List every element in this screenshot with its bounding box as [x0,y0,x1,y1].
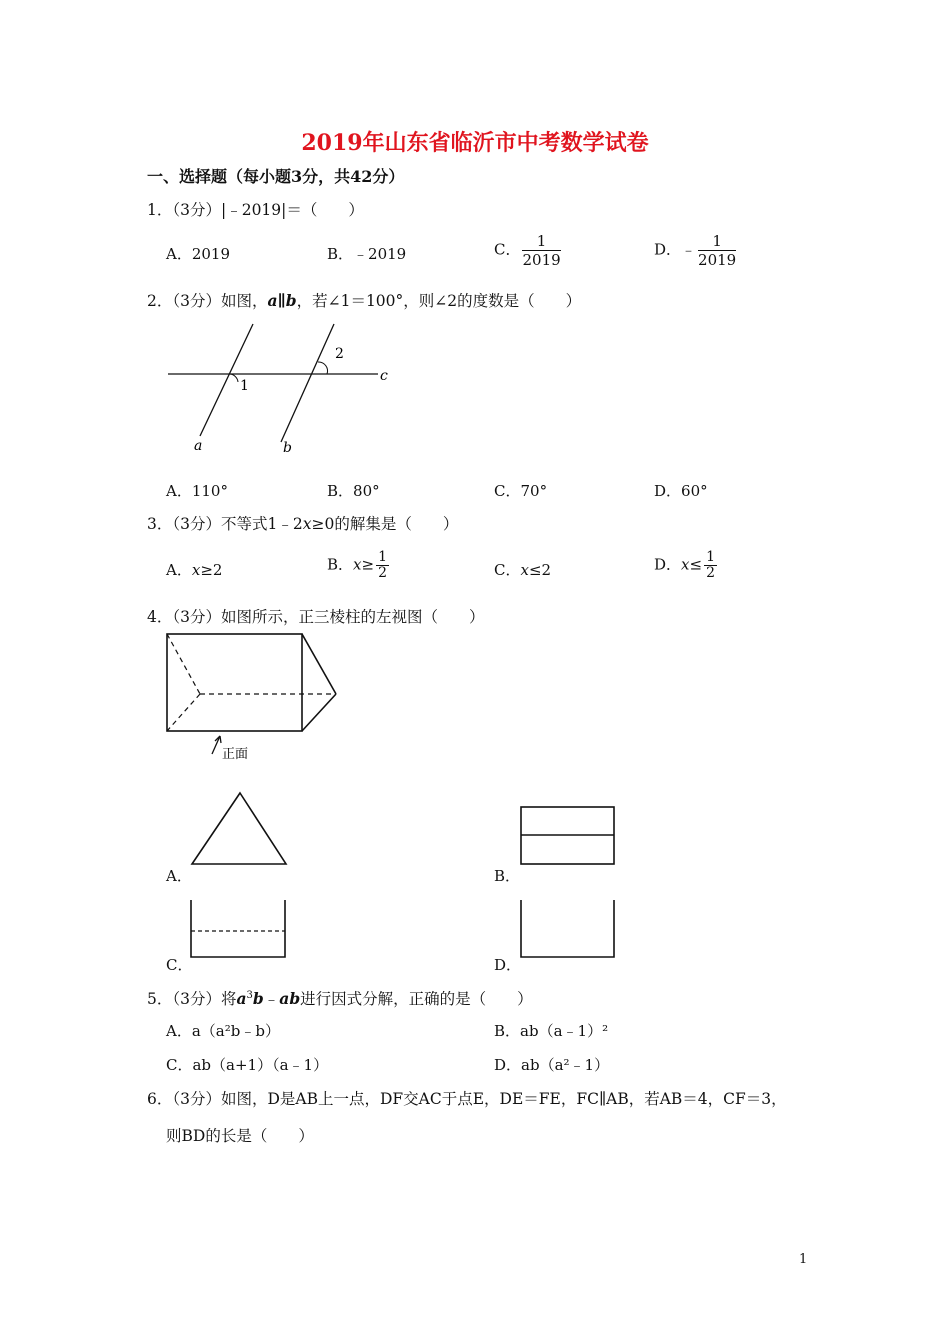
prism-edge [302,694,336,731]
q4-option-d[interactable] [494,954,521,975]
fraction [376,550,389,581]
option-label: A． [166,561,192,579]
q5-option-b[interactable] [494,1020,608,1041]
angle-1-arc [230,374,238,382]
open-box-shape [521,900,614,957]
option-text: ≥2 [200,561,223,579]
option-label: D． [494,1056,522,1074]
option-text: 80° [353,482,380,500]
q3-option-a[interactable] [166,559,222,580]
prism-hidden-edge [167,694,200,731]
fraction-numerator: 1 [378,549,387,565]
page-number: 1 [799,1252,808,1267]
negative-sign: ﹣ [681,240,697,259]
angle-1-label: 1 [240,378,249,394]
page-title: 2019年山东省临沂市中考数学试卷 [301,130,649,156]
question-6 [147,1087,787,1109]
option-text: ﹣2019 [353,245,407,263]
question-2 [147,289,581,311]
math-variable: ab [279,989,301,1008]
angle-2-arc [318,362,328,374]
fraction-numerator: 1 [698,232,736,251]
question-4 [147,605,485,627]
fraction [698,232,736,269]
option-text: ab（a﹣1）² [520,1022,609,1040]
q2-option-d[interactable] [654,480,708,501]
question-stem: （3分）将 [172,990,237,1008]
question-5 [147,987,533,1009]
arrow-shaft [212,736,220,754]
q4-option-d-figure [518,898,618,962]
line-c-label: c [380,368,388,384]
line-b [281,324,334,442]
question-6-line-2: 则BD的长是（ ） [166,1127,314,1145]
question-stem: 进行因式分解，正确的是（ ） [300,990,533,1008]
option-label: D． [494,956,522,974]
option-text: ab（a²﹣1） [521,1056,610,1074]
q5-option-d[interactable] [494,1054,609,1075]
triangle-shape [192,793,286,864]
question-stem: （3分）如图所示，正三棱柱的左视图（ ） [172,608,485,626]
option-label: B． [327,482,354,500]
math-variable: x [681,555,690,574]
prism-hidden-edge [167,634,200,694]
option-label: C． [494,561,521,579]
question-stem: ≥0的解集是（ ） [311,515,459,533]
question-3 [147,512,458,534]
fraction-denominator: 2 [706,565,715,581]
question-stem: （3分）如图， [172,292,268,310]
math-variable: x [302,515,312,533]
q1-option-b[interactable] [327,243,406,264]
option-label: A． [166,867,192,885]
q3-option-b[interactable] [327,550,389,581]
line-a-label: a [194,438,203,454]
q1-option-a[interactable] [166,243,230,264]
option-label: D． [654,555,682,574]
math-variable: b [252,989,264,1008]
q2-option-a[interactable] [166,480,228,501]
angle-2-label: 2 [335,346,344,362]
math-expression: a∥b [267,291,297,310]
section-heading: 一、选择题（每小题3分，共42分） [147,167,405,186]
fraction-denominator: 2019 [522,251,561,269]
line-b-label: b [283,440,292,456]
q2-option-c[interactable] [494,480,547,501]
option-label: A． [166,1022,192,1040]
q4-option-b[interactable] [494,865,520,886]
relation-sign: ≤ [689,555,703,574]
fraction-numerator: 1 [522,232,560,251]
option-label: B． [327,555,354,574]
q3-option-c[interactable] [494,559,551,580]
option-label: D． [654,240,682,259]
q5-option-a[interactable] [166,1020,280,1041]
question-number: 2． [147,292,173,310]
q1-option-c[interactable] [494,232,561,269]
fraction [704,550,717,581]
option-label: C． [166,1056,193,1074]
question-number: 3． [147,515,173,533]
triangular-prism-figure [160,628,350,766]
option-label: C． [494,240,521,259]
minus-sign: ﹣ [263,990,280,1008]
parallel-lines-figure [160,318,400,460]
q4-option-b-figure [518,804,618,868]
exponent: 3 [246,989,253,1001]
option-label: C． [166,956,193,974]
option-label: D． [654,482,682,500]
question-number: 4． [147,608,173,626]
option-text: 60° [681,482,708,500]
option-text: 110° [191,482,228,500]
q3-option-d[interactable] [654,550,717,581]
math-variable: x [191,561,201,579]
question-stem: （3分）如图，D是AB上一点，DF交AC于点E，DE＝FE，FC∥AB，若AB＝4，CF＝3， [172,1090,787,1108]
q4-option-a-figure [188,789,292,869]
question-number: 1． [147,201,173,219]
fraction [522,232,560,269]
option-label: A． [166,482,192,500]
option-text: a（a²b﹣b） [191,1022,280,1040]
option-label: B． [494,1022,521,1040]
question-1 [147,198,364,220]
q4-option-c-figure [188,898,290,962]
fraction-denominator: 2 [378,565,387,581]
option-text: 70° [520,482,548,500]
option-label: B． [327,245,354,263]
math-variable: a [236,989,247,1008]
q2-option-b[interactable] [327,480,380,501]
fraction-numerator: 1 [706,549,715,565]
question-number: 5． [147,990,173,1008]
math-variable: x [520,561,529,579]
front-label: 正面 [222,747,249,762]
q4-option-a[interactable] [166,865,192,886]
prism-edge [302,634,336,694]
question-stem: （3分）|﹣2019|＝（ ） [172,201,364,219]
math-variable: x [353,555,362,574]
fraction-denominator: 2019 [698,251,737,269]
question-stem: ，若∠1＝100°，则∠2的度数是（ ） [296,292,582,310]
option-label: A． [166,245,192,263]
q5-option-c[interactable] [166,1054,328,1075]
option-text: ≤2 [528,561,552,579]
q1-option-d[interactable] [654,232,736,269]
option-label: B． [494,867,521,885]
option-text: ab（a+1）（a﹣1） [192,1056,329,1074]
relation-sign: ≥ [361,555,375,574]
open-box-shape [191,900,285,957]
question-number: 6． [147,1090,173,1108]
question-stem: （3分）不等式1﹣2 [172,515,303,533]
option-text: 2019 [191,245,231,263]
q4-option-c[interactable] [166,954,192,975]
option-label: C． [494,482,521,500]
prism-front-face [167,634,302,731]
